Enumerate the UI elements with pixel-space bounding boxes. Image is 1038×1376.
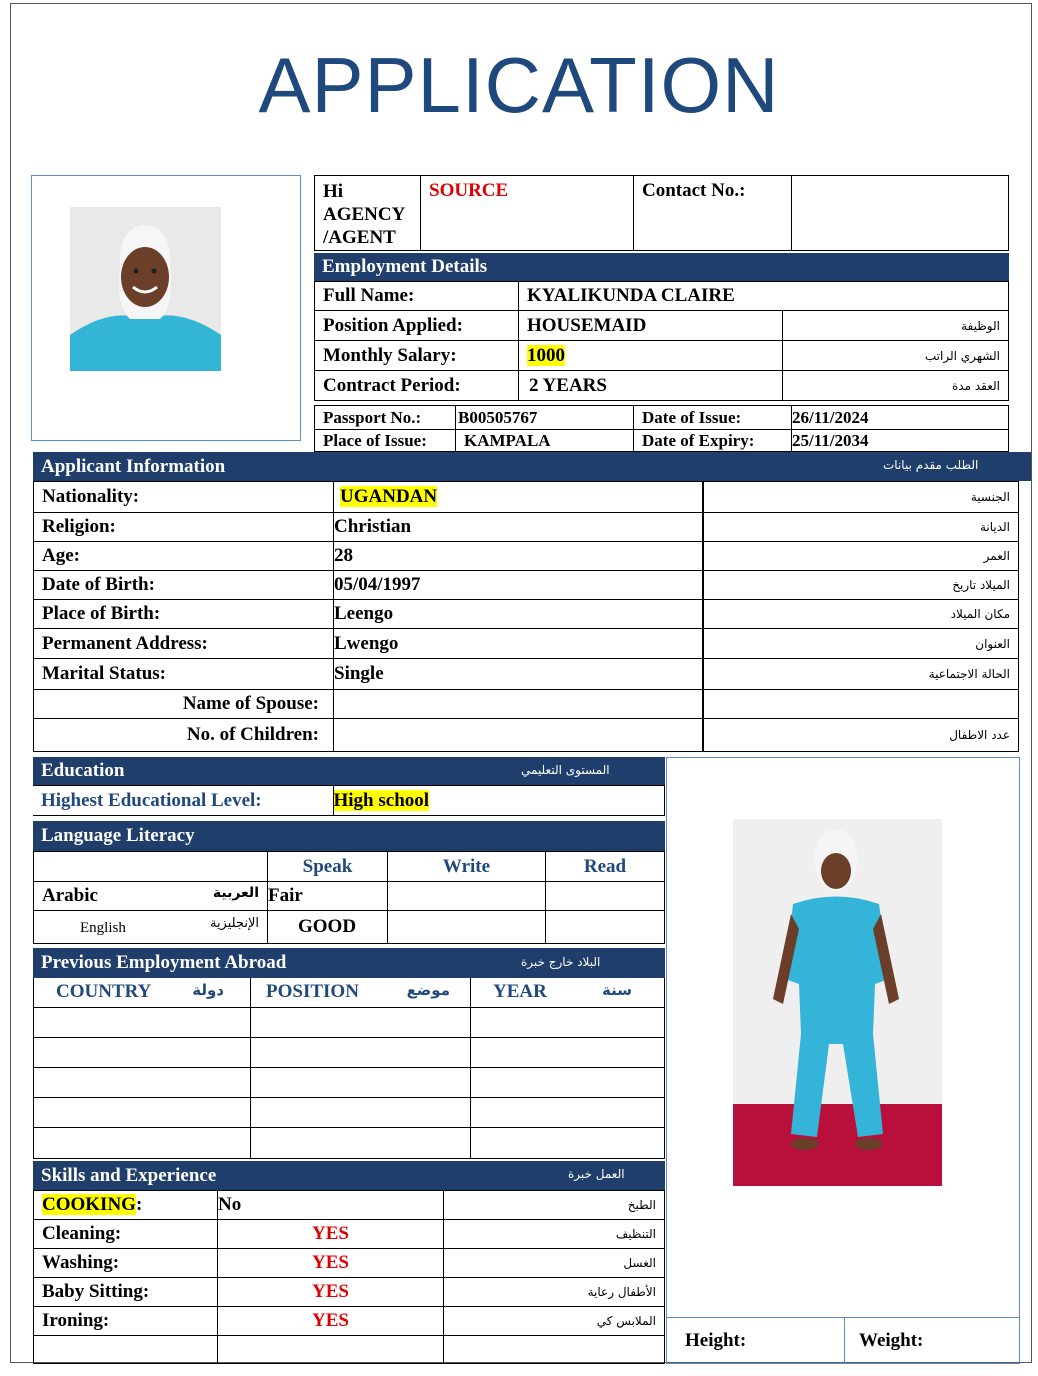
applicant-row <box>34 482 703 513</box>
applicant-ar-row <box>704 542 1019 571</box>
employment-header <box>314 253 1009 281</box>
applicant-header-ar: الطلب مقدم بيانات <box>883 458 979 472</box>
skill-value: YES <box>218 1307 444 1336</box>
skill-value: YES <box>218 1220 444 1249</box>
prev-cell <box>471 1097 665 1127</box>
position-header-ar: موضع <box>406 981 450 1000</box>
english-speak: GOOD <box>268 911 388 944</box>
arabic-write <box>388 882 546 911</box>
language-row-english <box>34 911 268 944</box>
applicant-field-value: Christian <box>334 513 703 542</box>
applicant-header <box>33 452 1031 481</box>
applicant-field-label: Name of Spouse: <box>34 690 334 719</box>
read-header: Read <box>546 852 665 882</box>
education-header <box>33 757 665 785</box>
applicant-ar-row <box>704 571 1019 600</box>
prev-cell <box>471 1037 665 1067</box>
passport-no-value: B00505767 <box>456 406 634 430</box>
education-level-value: High school <box>333 789 430 811</box>
applicant-ar-row <box>704 482 1019 513</box>
passport-no-label: Passport No.: <box>315 406 456 430</box>
applicant-row <box>34 513 703 542</box>
applicant-row <box>34 600 703 629</box>
country-header <box>34 978 251 1007</box>
place-issue-value: KAMPALA <box>456 430 634 452</box>
skill-ar: الغسل <box>444 1249 665 1278</box>
skill-name: COOKING <box>42 1194 136 1215</box>
skill-blank <box>218 1336 444 1364</box>
education-header-ar: المستوى التعليمي <box>521 763 610 777</box>
weight-label: Weight: <box>845 1318 1020 1364</box>
language-header <box>33 821 665 851</box>
previous-employment-header-text: Previous Employment Abroad <box>41 952 287 973</box>
education-header-text: Education <box>41 760 125 781</box>
prev-cell <box>251 1097 471 1127</box>
position-header-text: POSITION <box>266 981 359 1003</box>
prev-cell <box>34 1007 251 1037</box>
source-label: SOURCE <box>421 176 634 251</box>
skill-ar: التنظيف <box>444 1220 665 1249</box>
skill-value: YES <box>218 1249 444 1278</box>
salary-cell <box>519 341 783 371</box>
skill-label <box>34 1249 218 1278</box>
passport-table <box>314 405 1009 452</box>
year-header-ar: سنة <box>602 981 632 1000</box>
applicant-ar-row <box>704 719 1019 752</box>
applicant-row <box>34 659 703 690</box>
applicant-field-label: Age: <box>34 542 334 571</box>
applicant-row <box>34 629 703 659</box>
applicant-field-ar: الجنسية <box>704 482 1019 513</box>
skill-row <box>34 1307 665 1336</box>
skill-row <box>34 1278 665 1307</box>
salary-label: Monthly Salary: <box>315 341 519 371</box>
english-write <box>388 911 546 944</box>
skill-label <box>34 1278 218 1307</box>
education-level-cell <box>333 786 665 816</box>
year-header-text: YEAR <box>493 981 547 1003</box>
skills-table <box>33 1190 665 1364</box>
previous-employment-header <box>33 948 665 978</box>
prev-cell <box>34 1067 251 1097</box>
applicant-row <box>34 719 703 752</box>
applicant-field-label: Place of Birth: <box>34 600 334 629</box>
skill-value: No <box>218 1191 444 1220</box>
prev-cell <box>34 1097 251 1127</box>
skill-ar: الطبخ <box>444 1191 665 1220</box>
arabic-read <box>546 882 665 911</box>
contract-ar: العقد مدة <box>783 371 1009 401</box>
applicant-field-value: Leengo <box>334 600 703 629</box>
contract-value <box>519 371 783 401</box>
portrait-photo <box>70 207 221 371</box>
education-level-label: Highest Educational Level: <box>33 786 333 816</box>
year-header <box>471 978 665 1007</box>
salary-ar: الشهري الراتب <box>783 341 1009 371</box>
prev-cell <box>251 1037 471 1067</box>
full-name-value: KYALIKUNDA CLAIRE <box>519 282 1009 311</box>
contract-text: 2 YEARS <box>529 374 607 396</box>
prev-cell <box>471 1067 665 1097</box>
page-title: APPLICATION <box>258 41 780 129</box>
applicant-field-ar <box>704 690 1019 719</box>
language-name-ar: العربية <box>212 885 259 901</box>
contract-label: Contract Period: <box>315 371 519 401</box>
applicant-field-value: Single <box>334 659 703 690</box>
applicant-field-ar: العمر <box>704 542 1019 571</box>
prev-cell <box>34 1127 251 1158</box>
applicant-field-ar: العنوان <box>704 629 1019 659</box>
applicant-field-ar: مكان الميلاد <box>704 600 1019 629</box>
applicant-ar-row <box>704 629 1019 659</box>
applicant-field-ar: الميلاد تاريخ <box>704 571 1019 600</box>
expiry-date-label: Date of Expiry: <box>634 430 792 452</box>
skill-label <box>34 1307 218 1336</box>
portrait-photo-frame <box>31 175 301 441</box>
applicant-field-value <box>334 482 703 513</box>
applicant-row <box>34 571 703 600</box>
applicant-ar-row <box>704 600 1019 629</box>
applicant-field-label: Nationality: <box>34 482 334 513</box>
prev-cell <box>34 1037 251 1067</box>
agency-label: Hi AGENCY /AGENT <box>315 176 421 251</box>
applicant-field-value: Lwengo <box>334 629 703 659</box>
expiry-date-value: 25/11/2034 <box>792 430 1009 452</box>
write-header: Write <box>388 852 546 882</box>
language-name: Arabic <box>42 885 98 906</box>
english-read <box>546 911 665 944</box>
measure-table <box>666 1317 1020 1364</box>
skill-name: Ironing: <box>42 1310 110 1331</box>
skill-row <box>34 1249 665 1278</box>
skill-label <box>34 1220 218 1249</box>
country-header-text: COUNTRY <box>56 981 152 1003</box>
skill-value: YES <box>218 1278 444 1307</box>
applicant-ar-table <box>703 481 1019 752</box>
full-body-photo <box>733 819 942 1186</box>
skill-ar: الملابس كي <box>444 1307 665 1336</box>
applicant-field-label: Permanent Address: <box>34 629 334 659</box>
position-value: HOUSEMAID <box>519 311 783 341</box>
skills-header-text: Skills and Experience <box>41 1164 217 1186</box>
issue-date-value: 26/11/2024 <box>792 406 1009 430</box>
skill-ar: الأطفال رعاية <box>444 1278 665 1307</box>
skills-header-ar: العمل خبرة <box>568 1167 625 1181</box>
applicant-field-label: Marital Status: <box>34 659 334 690</box>
speak-header: Speak <box>268 852 388 882</box>
country-header-ar: دولة <box>192 981 224 1000</box>
applicant-ar-row <box>704 690 1019 719</box>
contact-value <box>792 176 1009 251</box>
previous-employment-table <box>33 978 665 1159</box>
skill-blank <box>34 1336 218 1364</box>
applicant-field-value <box>334 719 703 752</box>
skill-label <box>34 1191 218 1220</box>
height-label: Height: <box>667 1318 845 1364</box>
position-label: Position Applied: <box>315 311 519 341</box>
applicant-field-ar: عدد الاطفال <box>704 719 1019 752</box>
skill-suffix: : <box>135 1194 143 1215</box>
language-corner <box>34 852 268 882</box>
language-table <box>33 851 665 944</box>
applicant-ar-row <box>704 513 1019 542</box>
applicant-header-text: Applicant Information <box>41 455 226 477</box>
skill-name: Cleaning: <box>42 1223 122 1244</box>
salary-value: 1000 <box>527 344 565 366</box>
skill-name: Baby Sitting: <box>42 1281 150 1302</box>
education-table <box>33 785 665 816</box>
arabic-speak: Fair <box>268 882 388 911</box>
language-header-text: Language Literacy <box>41 825 195 846</box>
prev-cell <box>251 1007 471 1037</box>
applicant-field-ar: الحالة الاجتماعية <box>704 659 1019 690</box>
prev-cell <box>471 1127 665 1158</box>
skills-header <box>33 1161 665 1190</box>
place-issue-label: Place of Issue: <box>315 430 456 452</box>
applicant-field-label: No. of Children: <box>34 719 334 752</box>
language-row-arabic <box>34 882 268 911</box>
prev-cell <box>251 1127 471 1158</box>
applicant-ar-row <box>704 659 1019 690</box>
applicant-field-value: 05/04/1997 <box>334 571 703 600</box>
language-name-ar: الإنجليزية <box>209 916 259 931</box>
applicant-row <box>34 542 703 571</box>
skill-blank <box>444 1336 665 1364</box>
position-ar: الوظيفة <box>783 311 1009 341</box>
employment-header-text: Employment Details <box>322 256 488 277</box>
applicant-field-value: 28 <box>334 542 703 571</box>
nationality-highlight: UGANDAN <box>340 486 438 507</box>
skill-name: Washing: <box>42 1252 120 1273</box>
skill-row <box>34 1220 665 1249</box>
applicant-field-value <box>334 690 703 719</box>
applicant-field-ar: الديانة <box>704 513 1019 542</box>
applicant-row <box>34 690 703 719</box>
applicant-table <box>33 481 703 752</box>
position-header <box>251 978 471 1007</box>
prev-cell <box>471 1007 665 1037</box>
full-name-label: Full Name: <box>315 282 519 311</box>
agency-table <box>314 175 1009 251</box>
issue-date-label: Date of Issue: <box>634 406 792 430</box>
applicant-field-label: Religion: <box>34 513 334 542</box>
employment-table <box>314 281 1009 401</box>
previous-employment-header-ar: البلاد خارج خبرة <box>521 955 601 969</box>
applicant-field-label: Date of Birth: <box>34 571 334 600</box>
skill-row <box>34 1191 665 1220</box>
language-name: English <box>80 920 126 936</box>
contact-label: Contact No.: <box>634 176 792 251</box>
prev-cell <box>251 1067 471 1097</box>
